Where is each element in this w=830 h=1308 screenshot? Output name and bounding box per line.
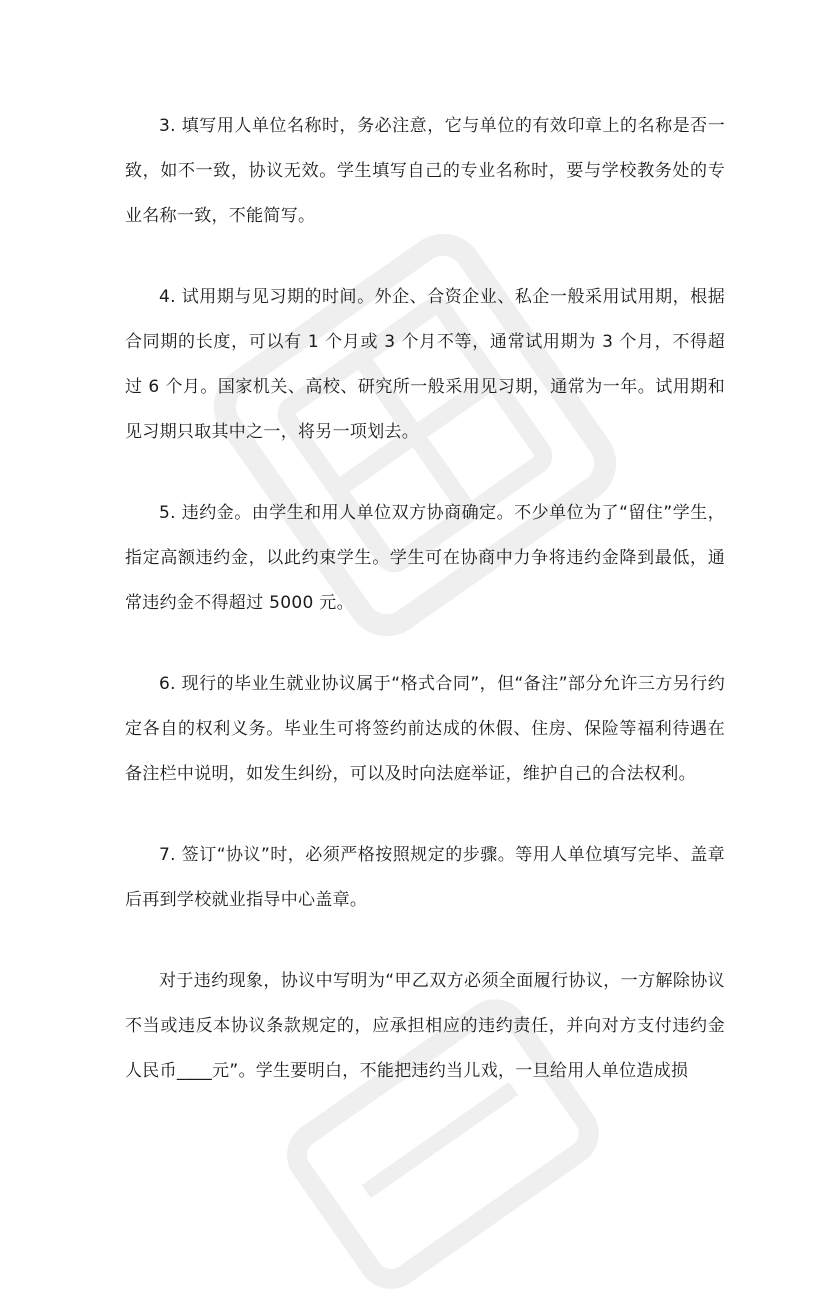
paragraph-item-4: 4. 试用期与见习期的时间。外企、合资企业、私企一般采用试用期，根据合同期的长度，可以有 1 个月或 3 个月不等，通常试用期为 3 个月，不得超过 6 个月。国家机关、高校、研究所一般采用见习期，通常为一年。试用期和见习期只取其中之一，将另一项划去。 — [125, 287, 725, 442]
paragraph-item-5: 5. 违约金。由学生和用人单位双方协商确定。不少单位为了“留住”学生，指定高额违约金，以此约束学生。学生可在协商中力争将违约金降到最低，通常违约金不得超过 5000 元。 — [125, 503, 725, 613]
paragraph-item-3: 3. 填写用人单位名称时，务必注意，它与单位的有效印章上的名称是否一致，如不一致，协议无效。学生填写自己的专业名称时，要与学校教务处的专业名称一致，不能简写。 — [125, 116, 725, 226]
paragraph-item-7: 7. 签订“协议”时，必须严格按照规定的步骤。等用人单位填写完毕、盖章后再到学校就业指导中心盖章。 — [125, 845, 725, 910]
paragraph-item-6: 6. 现行的毕业生就业协议属于“格式合同”，但“备注”部分允许三方另行约定各自的权利义务。毕业生可将签约前达成的休假、住房、保险等福利待遇在备注栏中说明，如发生纠纷，可以及时向法庭举证，维护自己的合法权利。 — [125, 674, 725, 784]
paragraph-breach-of-contract: 对于违约现象，协议中写明为“甲乙双方必须全面履行协议，一方解除协议不当或违反本协议条款规定的，应承担相应的违约责任，并向对方支付违约金人民币____元”。学生要明白，不能把违约当儿戏，一旦给用人单位造成损 — [125, 971, 725, 1081]
document-body — [125, 104, 725, 1130]
